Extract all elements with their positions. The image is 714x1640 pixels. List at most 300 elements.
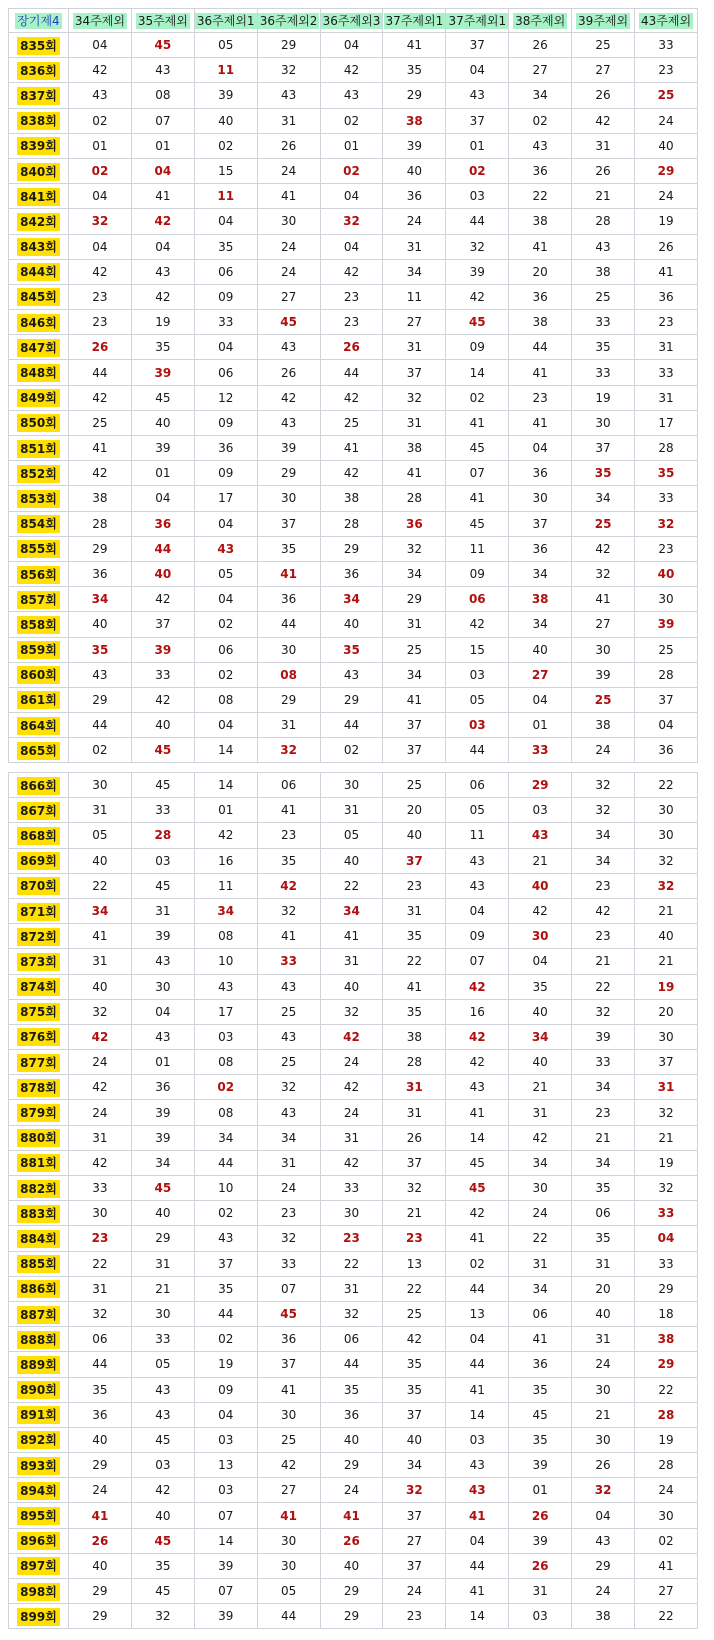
round-label: 896회 xyxy=(17,1532,60,1550)
round-label-cell xyxy=(9,612,69,637)
number-cell: 04 xyxy=(131,999,194,1024)
number-cell: 04 xyxy=(194,1402,257,1427)
number-cell: 32 xyxy=(635,511,698,536)
number-cell: 45 xyxy=(131,1579,194,1604)
number-cell: 40 xyxy=(131,561,194,586)
round-label-cell xyxy=(9,949,69,974)
number-cell: 14 xyxy=(194,738,257,763)
number-cell: 10 xyxy=(194,949,257,974)
round-label-cell xyxy=(9,713,69,738)
number-cell: 08 xyxy=(131,83,194,108)
number-cell: 36 xyxy=(194,436,257,461)
number-cell: 32 xyxy=(69,1301,132,1326)
number-cell: 32 xyxy=(572,798,635,823)
number-cell: 44 xyxy=(131,536,194,561)
number-cell: 33 xyxy=(635,486,698,511)
table-row xyxy=(9,687,698,712)
number-cell: 40 xyxy=(509,1050,572,1075)
number-cell: 34 xyxy=(509,612,572,637)
number-cell: 24 xyxy=(320,1100,383,1125)
round-label-cell xyxy=(9,1301,69,1326)
number-cell: 39 xyxy=(572,1024,635,1049)
number-cell: 44 xyxy=(446,1553,509,1578)
number-cell: 45 xyxy=(446,436,509,461)
table-row xyxy=(9,1352,698,1377)
number-cell: 23 xyxy=(383,1226,446,1251)
number-cell: 28 xyxy=(383,486,446,511)
number-cell: 32 xyxy=(69,209,132,234)
table-row xyxy=(9,561,698,586)
number-cell: 36 xyxy=(320,1402,383,1427)
round-label-cell xyxy=(9,587,69,612)
round-label: 868회 xyxy=(17,827,60,845)
column-header xyxy=(320,9,383,33)
number-cell: 05 xyxy=(69,823,132,848)
table-row xyxy=(9,511,698,536)
number-cell: 33 xyxy=(635,360,698,385)
round-label-cell xyxy=(9,1176,69,1201)
number-cell: 04 xyxy=(194,335,257,360)
exclusion-table-bottom xyxy=(8,772,698,1629)
number-cell: 36 xyxy=(509,284,572,309)
number-cell: 22 xyxy=(383,1276,446,1301)
number-cell: 44 xyxy=(194,1150,257,1175)
number-cell: 19 xyxy=(131,310,194,335)
table-row xyxy=(9,158,698,183)
column-header-label: 38주제외 xyxy=(515,14,566,28)
number-cell: 31 xyxy=(131,1251,194,1276)
number-cell: 35 xyxy=(509,1377,572,1402)
table-row xyxy=(9,461,698,486)
number-cell: 43 xyxy=(320,662,383,687)
number-cell: 35 xyxy=(383,924,446,949)
number-cell: 04 xyxy=(320,184,383,209)
number-cell: 42 xyxy=(69,1024,132,1049)
number-cell: 34 xyxy=(509,1276,572,1301)
number-cell: 41 xyxy=(69,924,132,949)
number-cell: 01 xyxy=(509,1478,572,1503)
number-cell: 05 xyxy=(131,1352,194,1377)
number-cell: 39 xyxy=(194,1553,257,1578)
number-cell: 42 xyxy=(446,1201,509,1226)
table-row xyxy=(9,33,698,58)
table-row xyxy=(9,1301,698,1326)
number-cell: 37 xyxy=(131,612,194,637)
table-row xyxy=(9,773,698,798)
round-label: 875회 xyxy=(17,1003,60,1021)
column-header xyxy=(635,9,698,33)
number-cell: 43 xyxy=(131,949,194,974)
number-cell: 41 xyxy=(320,436,383,461)
number-cell: 25 xyxy=(320,410,383,435)
number-cell: 35 xyxy=(383,58,446,83)
number-cell: 41 xyxy=(383,33,446,58)
number-cell: 41 xyxy=(383,687,446,712)
number-cell: 34 xyxy=(383,662,446,687)
number-cell: 35 xyxy=(257,536,320,561)
round-label: 841회 xyxy=(17,188,60,206)
number-cell: 36 xyxy=(131,511,194,536)
number-cell: 30 xyxy=(131,974,194,999)
round-label: 889회 xyxy=(17,1356,60,1374)
number-cell: 41 xyxy=(257,1503,320,1528)
number-cell: 24 xyxy=(383,209,446,234)
number-cell: 32 xyxy=(635,1176,698,1201)
number-cell: 31 xyxy=(635,385,698,410)
number-cell: 28 xyxy=(635,436,698,461)
table-row xyxy=(9,133,698,158)
number-cell: 39 xyxy=(257,436,320,461)
number-cell: 30 xyxy=(509,1176,572,1201)
number-cell: 37 xyxy=(635,687,698,712)
number-cell: 42 xyxy=(320,259,383,284)
table-row xyxy=(9,898,698,923)
number-cell: 11 xyxy=(383,284,446,309)
table-row xyxy=(9,637,698,662)
round-label-cell xyxy=(9,1352,69,1377)
round-label-cell xyxy=(9,898,69,923)
number-cell: 43 xyxy=(194,974,257,999)
number-cell: 29 xyxy=(635,158,698,183)
number-cell: 23 xyxy=(320,1226,383,1251)
round-label-cell xyxy=(9,1251,69,1276)
number-cell: 42 xyxy=(131,209,194,234)
table-row xyxy=(9,587,698,612)
number-cell: 22 xyxy=(509,1226,572,1251)
round-label: 882회 xyxy=(17,1180,60,1198)
number-cell: 24 xyxy=(320,1050,383,1075)
number-cell: 23 xyxy=(572,924,635,949)
round-label: 843회 xyxy=(17,238,60,256)
number-cell: 11 xyxy=(194,58,257,83)
number-cell: 32 xyxy=(635,1100,698,1125)
number-cell: 24 xyxy=(257,158,320,183)
round-label-cell xyxy=(9,637,69,662)
number-cell: 39 xyxy=(131,924,194,949)
number-cell: 30 xyxy=(257,1553,320,1578)
number-cell: 42 xyxy=(69,1150,132,1175)
number-cell: 37 xyxy=(257,1352,320,1377)
number-cell: 44 xyxy=(69,360,132,385)
number-cell: 27 xyxy=(257,1478,320,1503)
number-cell: 16 xyxy=(446,999,509,1024)
number-cell: 03 xyxy=(131,1453,194,1478)
number-cell: 28 xyxy=(635,662,698,687)
number-cell: 40 xyxy=(69,1427,132,1452)
number-cell: 30 xyxy=(572,1377,635,1402)
number-cell: 32 xyxy=(257,1075,320,1100)
table-row xyxy=(9,1327,698,1352)
number-cell: 03 xyxy=(446,713,509,738)
round-label: 899회 xyxy=(17,1608,60,1626)
number-cell: 06 xyxy=(257,773,320,798)
number-cell: 43 xyxy=(69,662,132,687)
number-cell: 24 xyxy=(572,738,635,763)
round-label-cell xyxy=(9,1327,69,1352)
round-label: 894회 xyxy=(17,1482,60,1500)
number-cell: 43 xyxy=(446,873,509,898)
number-cell: 02 xyxy=(320,158,383,183)
number-cell: 33 xyxy=(320,1176,383,1201)
number-cell: 03 xyxy=(194,1478,257,1503)
number-cell: 40 xyxy=(69,848,132,873)
column-header-label: 35주제외 xyxy=(137,14,188,28)
round-label: 878회 xyxy=(17,1079,60,1097)
number-cell: 41 xyxy=(446,1226,509,1251)
number-cell: 42 xyxy=(572,898,635,923)
column-header-label: 36주제외1 xyxy=(196,14,255,28)
number-cell: 39 xyxy=(131,436,194,461)
number-cell: 33 xyxy=(635,1251,698,1276)
number-cell: 41 xyxy=(383,974,446,999)
number-cell: 04 xyxy=(446,1528,509,1553)
round-label: 837회 xyxy=(17,87,60,105)
column-header-label: 43주제외 xyxy=(640,14,692,28)
number-cell: 45 xyxy=(131,1176,194,1201)
number-cell: 29 xyxy=(257,33,320,58)
column-header xyxy=(257,9,320,33)
number-cell: 43 xyxy=(69,83,132,108)
round-label-cell xyxy=(9,234,69,259)
number-cell: 41 xyxy=(509,410,572,435)
table-row xyxy=(9,1503,698,1528)
number-cell: 23 xyxy=(509,385,572,410)
number-cell: 34 xyxy=(572,1150,635,1175)
number-cell: 28 xyxy=(320,511,383,536)
number-cell: 30 xyxy=(320,1201,383,1226)
number-cell: 29 xyxy=(257,461,320,486)
round-label: 849회 xyxy=(17,389,60,407)
number-cell: 05 xyxy=(194,561,257,586)
number-cell: 35 xyxy=(383,1377,446,1402)
number-cell: 32 xyxy=(383,1478,446,1503)
number-cell: 01 xyxy=(509,713,572,738)
number-cell: 03 xyxy=(509,798,572,823)
number-cell: 43 xyxy=(446,848,509,873)
number-cell: 40 xyxy=(383,158,446,183)
table-row xyxy=(9,108,698,133)
number-cell: 31 xyxy=(320,798,383,823)
number-cell: 31 xyxy=(131,898,194,923)
number-cell: 40 xyxy=(320,1427,383,1452)
number-cell: 31 xyxy=(509,1579,572,1604)
number-cell: 39 xyxy=(194,83,257,108)
number-cell: 24 xyxy=(509,1201,572,1226)
round-label-cell xyxy=(9,1604,69,1629)
column-header xyxy=(383,9,446,33)
number-cell: 45 xyxy=(131,738,194,763)
table-row xyxy=(9,1176,698,1201)
number-cell: 35 xyxy=(194,234,257,259)
number-cell: 06 xyxy=(194,637,257,662)
column-header xyxy=(194,9,257,33)
column-header xyxy=(572,9,635,33)
number-cell: 31 xyxy=(69,1125,132,1150)
column-header-label: 36주제외3 xyxy=(322,14,381,28)
table-row xyxy=(9,234,698,259)
number-cell: 29 xyxy=(509,773,572,798)
number-cell: 07 xyxy=(257,1276,320,1301)
table-row xyxy=(9,486,698,511)
number-cell: 43 xyxy=(131,1377,194,1402)
number-cell: 42 xyxy=(69,1075,132,1100)
round-label: 848회 xyxy=(17,364,60,382)
number-cell: 41 xyxy=(69,1503,132,1528)
number-cell: 26 xyxy=(257,133,320,158)
number-cell: 40 xyxy=(131,1201,194,1226)
number-cell: 38 xyxy=(320,486,383,511)
round-label-cell xyxy=(9,108,69,133)
number-cell: 35 xyxy=(572,1176,635,1201)
round-label: 883회 xyxy=(17,1205,60,1223)
number-cell: 35 xyxy=(194,1276,257,1301)
round-label: 866회 xyxy=(17,777,60,795)
number-cell: 26 xyxy=(572,158,635,183)
number-cell: 35 xyxy=(131,335,194,360)
number-cell: 23 xyxy=(69,284,132,309)
table-row xyxy=(9,713,698,738)
number-cell: 38 xyxy=(635,1327,698,1352)
number-cell: 38 xyxy=(383,436,446,461)
table-row xyxy=(9,1024,698,1049)
table-row xyxy=(9,873,698,898)
number-cell: 41 xyxy=(509,234,572,259)
round-label: 840회 xyxy=(17,163,60,181)
round-label: 876회 xyxy=(17,1028,60,1046)
number-cell: 43 xyxy=(194,536,257,561)
number-cell: 01 xyxy=(320,133,383,158)
number-cell: 14 xyxy=(446,360,509,385)
number-cell: 07 xyxy=(446,949,509,974)
number-cell: 38 xyxy=(383,1024,446,1049)
round-label-cell xyxy=(9,33,69,58)
number-cell: 41 xyxy=(383,461,446,486)
round-label-cell xyxy=(9,410,69,435)
number-cell: 04 xyxy=(194,209,257,234)
number-cell: 17 xyxy=(194,999,257,1024)
number-cell: 02 xyxy=(194,612,257,637)
number-cell: 19 xyxy=(194,1352,257,1377)
number-cell: 31 xyxy=(509,1100,572,1125)
number-cell: 31 xyxy=(383,1100,446,1125)
number-cell: 43 xyxy=(446,1478,509,1503)
number-cell: 45 xyxy=(446,511,509,536)
number-cell: 17 xyxy=(635,410,698,435)
number-cell: 23 xyxy=(320,310,383,335)
number-cell: 18 xyxy=(635,1301,698,1326)
number-cell: 37 xyxy=(194,1251,257,1276)
number-cell: 04 xyxy=(69,184,132,209)
number-cell: 37 xyxy=(509,511,572,536)
number-cell: 42 xyxy=(446,612,509,637)
round-label: 854회 xyxy=(17,515,60,533)
number-cell: 21 xyxy=(635,898,698,923)
number-cell: 37 xyxy=(383,848,446,873)
round-label-cell xyxy=(9,1150,69,1175)
number-cell: 30 xyxy=(257,486,320,511)
number-cell: 23 xyxy=(383,873,446,898)
table-row xyxy=(9,1478,698,1503)
number-cell: 33 xyxy=(131,798,194,823)
number-cell: 19 xyxy=(635,1427,698,1452)
number-cell: 29 xyxy=(320,687,383,712)
number-cell: 45 xyxy=(131,33,194,58)
number-cell: 25 xyxy=(635,83,698,108)
number-cell: 25 xyxy=(383,637,446,662)
number-cell: 22 xyxy=(69,1251,132,1276)
round-label-cell xyxy=(9,284,69,309)
column-header xyxy=(509,9,572,33)
number-cell: 03 xyxy=(446,184,509,209)
number-cell: 34 xyxy=(194,1125,257,1150)
number-cell: 31 xyxy=(509,1251,572,1276)
number-cell: 30 xyxy=(572,410,635,435)
number-cell: 33 xyxy=(257,949,320,974)
number-cell: 31 xyxy=(572,1251,635,1276)
number-cell: 34 xyxy=(69,587,132,612)
number-cell: 41 xyxy=(131,184,194,209)
number-cell: 34 xyxy=(572,823,635,848)
number-cell: 38 xyxy=(572,259,635,284)
number-cell: 42 xyxy=(509,1125,572,1150)
number-cell: 35 xyxy=(320,1377,383,1402)
round-label: 886회 xyxy=(17,1280,60,1298)
table-row xyxy=(9,184,698,209)
round-label-cell xyxy=(9,133,69,158)
round-label-cell xyxy=(9,561,69,586)
number-cell: 35 xyxy=(572,335,635,360)
number-cell: 31 xyxy=(320,1125,383,1150)
number-cell: 26 xyxy=(509,33,572,58)
number-cell: 26 xyxy=(69,1528,132,1553)
number-cell: 44 xyxy=(509,335,572,360)
number-cell: 21 xyxy=(131,1276,194,1301)
round-label: 891회 xyxy=(17,1406,60,1424)
number-cell: 28 xyxy=(572,209,635,234)
round-label-cell xyxy=(9,511,69,536)
number-cell: 41 xyxy=(257,798,320,823)
number-cell: 14 xyxy=(446,1604,509,1629)
number-cell: 42 xyxy=(131,687,194,712)
number-cell: 42 xyxy=(131,587,194,612)
number-cell: 41 xyxy=(635,1553,698,1578)
number-cell: 29 xyxy=(69,1604,132,1629)
number-cell: 28 xyxy=(635,1402,698,1427)
round-label-cell xyxy=(9,536,69,561)
table-row xyxy=(9,1100,698,1125)
number-cell: 24 xyxy=(572,1579,635,1604)
number-cell: 23 xyxy=(69,1226,132,1251)
number-cell: 45 xyxy=(131,873,194,898)
number-cell: 23 xyxy=(257,1201,320,1226)
round-label: 851회 xyxy=(17,440,60,458)
number-cell: 24 xyxy=(69,1050,132,1075)
number-cell: 43 xyxy=(446,1075,509,1100)
number-cell: 42 xyxy=(69,461,132,486)
round-label-cell xyxy=(9,158,69,183)
number-cell: 19 xyxy=(635,1150,698,1175)
number-cell: 42 xyxy=(69,259,132,284)
number-cell: 04 xyxy=(320,234,383,259)
number-cell: 30 xyxy=(635,1024,698,1049)
table-row xyxy=(9,662,698,687)
number-cell: 24 xyxy=(257,259,320,284)
table-row xyxy=(9,848,698,873)
number-cell: 21 xyxy=(572,949,635,974)
number-cell: 02 xyxy=(635,1528,698,1553)
table-row xyxy=(9,1604,698,1629)
number-cell: 06 xyxy=(446,587,509,612)
